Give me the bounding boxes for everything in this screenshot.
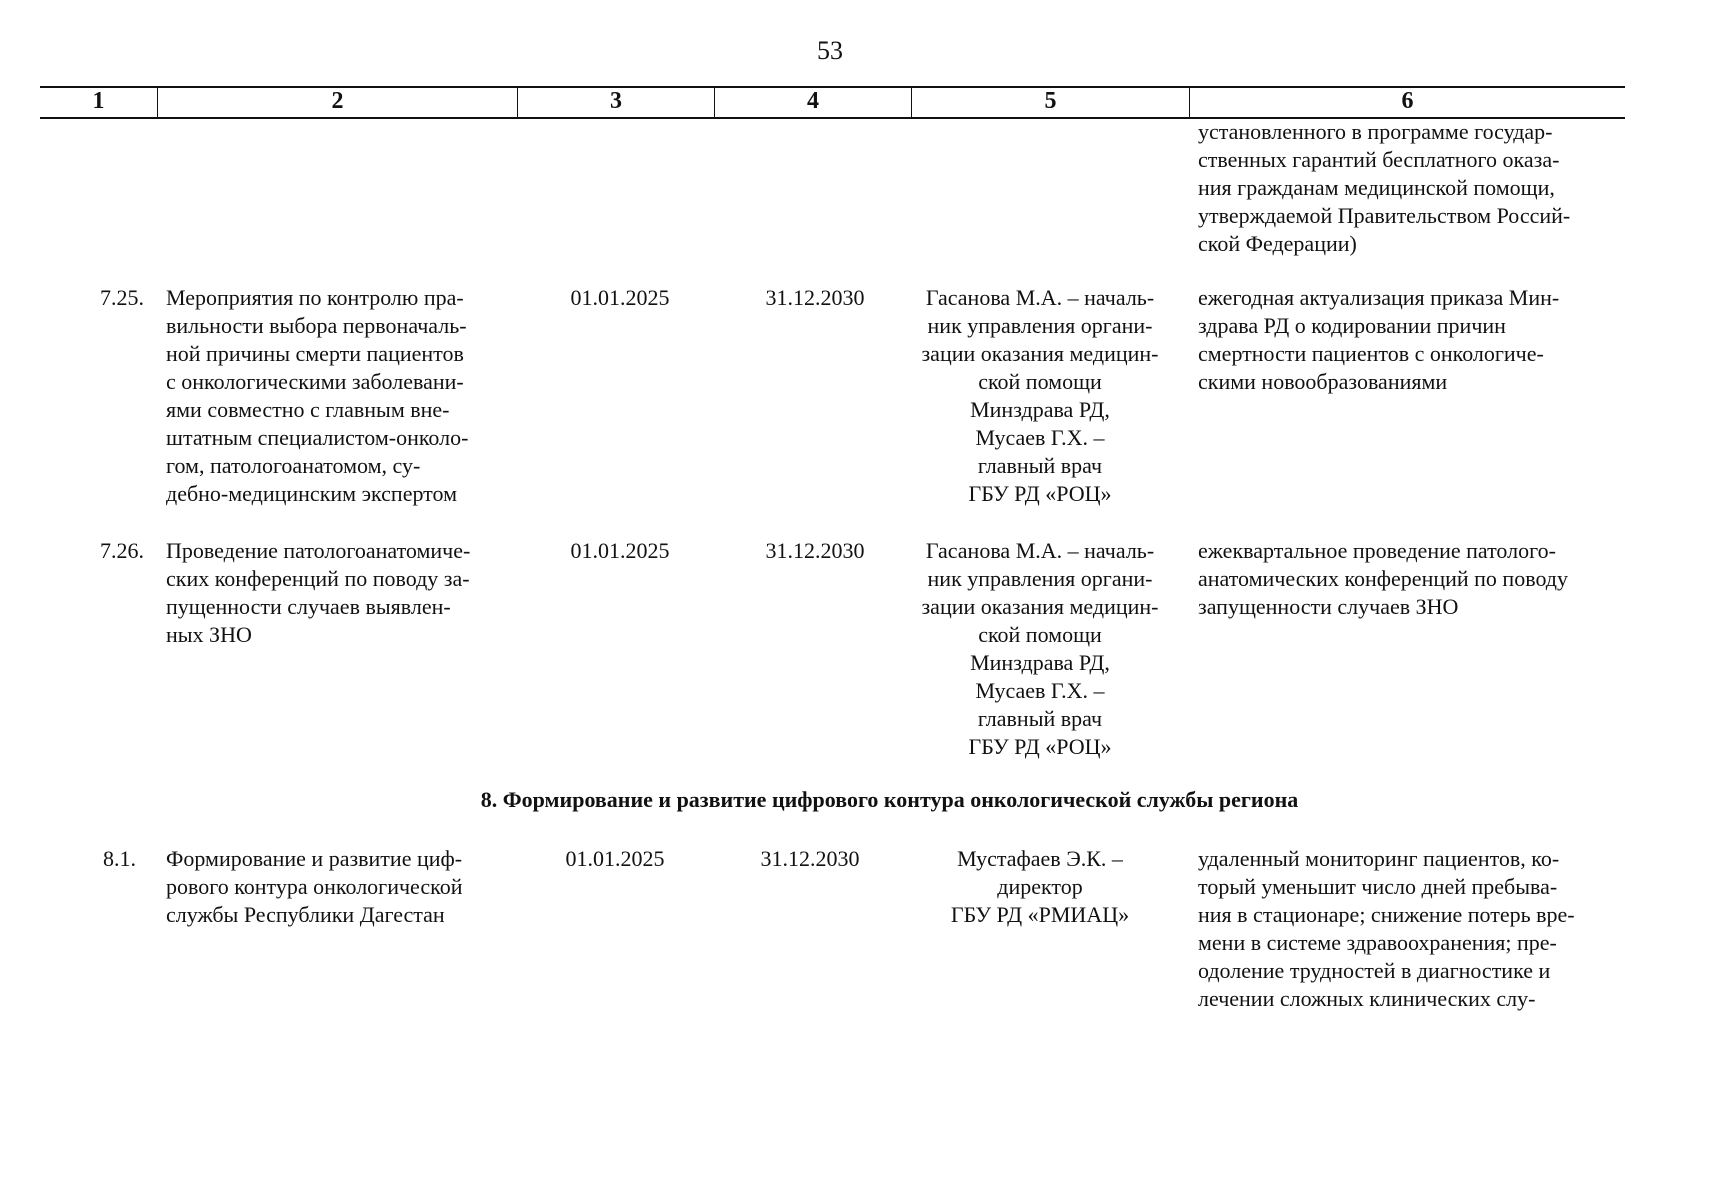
header-col-1: 1 xyxy=(92,88,105,114)
row-responsible: Гасанова М.А. – началь- ник управления органи- зации оказания медицин- ской помощи Минздрава РД, Мусаев Г.Х. – главный врач ГБУ РД «РОЦ» xyxy=(921,538,1159,759)
row-result: удаленный мониторинг пациентов, ко- торый уменьшит число дней пребыва- ния в стационаре; снижение потерь вре- мени в системе здравоохранения; пре- одоление трудностей в диагностике и лечении сложных клинических слу- xyxy=(1198,846,1575,1011)
header-col-6: 6 xyxy=(1189,88,1625,117)
row-responsible: Мустафаев Э.К. – директор ГБУ РД «РМИАЦ» xyxy=(950,846,1130,927)
header-col-4: 4 xyxy=(714,88,911,117)
row-name: Мероприятия по контролю пра- вильности выбора первоначаль- ной причины смерти пациентов с онкологическими заболевани- ями совместно с главным вне- штатным специалистом-онколо- гом, патологоанатомом, су- дебно-медицинским экспертом xyxy=(166,285,469,506)
row-end-date: 31.12.2030 xyxy=(765,285,865,310)
page-number: 53 xyxy=(817,36,843,65)
row-result: ежегодная актуализация приказа Мин- здрава РД о кодировании причин смертности пациентов с онкологиче- скими новообразованиями xyxy=(1198,285,1560,394)
row-number: 7.26. xyxy=(100,538,144,563)
row-number: 8.1. xyxy=(103,846,136,871)
table-header-row xyxy=(40,86,1625,119)
row-start-date: 01.01.2025 xyxy=(570,538,670,563)
header-col-3: 3 xyxy=(517,88,714,117)
row-result: ежеквартальное проведение патолого- анатомических конференций по поводу запущенности случаев ЗНО xyxy=(1198,538,1569,619)
row-name: Проведение патологоанатомиче- ских конференций по поводу за- пущенности случаев выявлен- ных ЗНО xyxy=(166,538,471,647)
row-end-date: 31.12.2030 xyxy=(765,538,865,563)
continuation-result: установленного в программе государ- ственных гарантий бесплатного оказа- ния гражданам медицинской помощи, утверждаемой Правительством Россий- ской Федерации) xyxy=(1198,119,1571,256)
row-number: 7.25. xyxy=(100,285,144,310)
row-end-date: 31.12.2030 xyxy=(760,846,860,871)
row-start-date: 01.01.2025 xyxy=(570,285,670,310)
header-col-2: 2 xyxy=(157,88,517,117)
header-col-5: 5 xyxy=(911,88,1189,117)
section-title: 8. Формирование и развитие цифрового контура онкологической службы региона xyxy=(480,787,1299,812)
row-start-date: 01.01.2025 xyxy=(565,846,665,871)
row-name: Формирование и развитие циф- рового контура онкологической службы Республики Дагестан xyxy=(166,846,463,927)
row-responsible: Гасанова М.А. – началь- ник управления органи- зации оказания медицин- ской помощи Минздрава РД, Мусаев Г.Х. – главный врач ГБУ РД «РОЦ» xyxy=(921,285,1159,506)
